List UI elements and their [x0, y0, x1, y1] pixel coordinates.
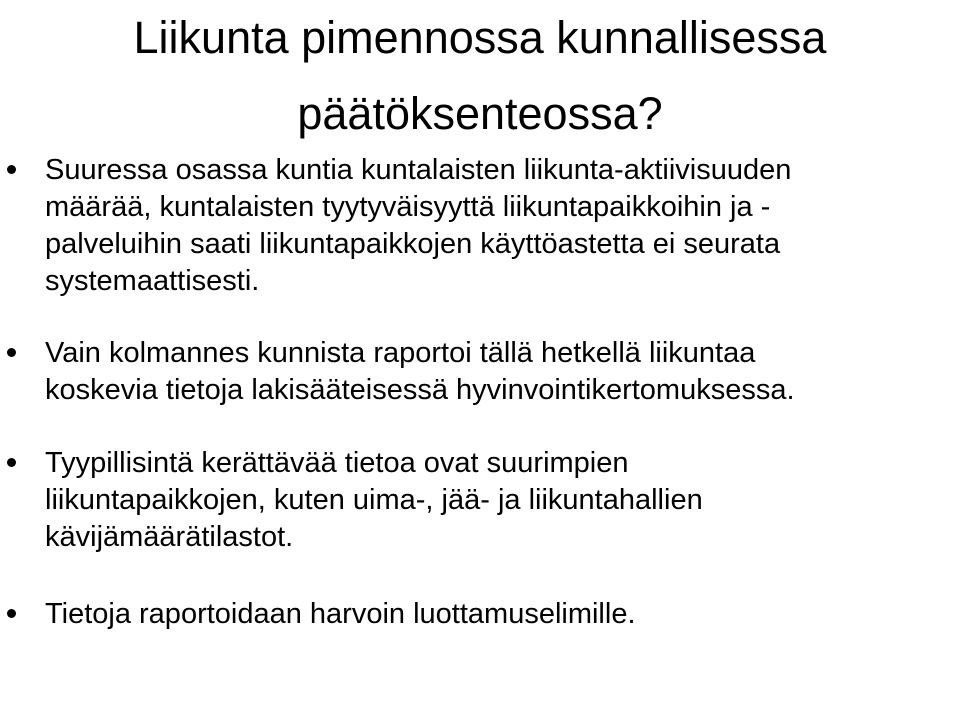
bullet-point-icon: [7, 165, 16, 174]
bullet-text: [45, 596, 960, 633]
bullet-item: [0, 335, 960, 409]
bullet-item: [0, 596, 960, 633]
bullet-point-icon: [7, 458, 16, 467]
bullet-text: [45, 335, 960, 409]
bullet-item: [0, 152, 960, 300]
slide-title-line-2: päätöksenteossa?: [297, 88, 663, 139]
bullet-line: Vain kolmannes kunnista raportoi tällä hetkellä liikuntaa: [45, 337, 756, 369]
bullet-item: [0, 445, 960, 556]
bullet-text: [45, 445, 960, 556]
bullet-line: koskevia tietoja lakisääteisessä hyvinvointikertomuksessa.: [45, 374, 795, 406]
bullet-line: Tyypillisintä kerättävää tietoa ovat suurimpien: [45, 447, 629, 479]
bullet-line: systemaattisesti.: [45, 265, 260, 297]
bullet-line: määrää, kuntalaisten tyytyväisyyttä liikuntapaikkoihin ja -: [45, 191, 771, 223]
bullet-text: [45, 152, 960, 300]
slide-title: [0, 0, 960, 152]
bullet-list: [0, 152, 960, 633]
bullet-point-icon: [7, 609, 16, 618]
bullet-line: liikuntapaikkojen, kuten uima-, jää- ja liikuntahallien: [45, 484, 703, 516]
bullet-line: Tietoja raportoidaan harvoin luottamuselimille.: [45, 598, 636, 630]
bullet-point-icon: [7, 348, 16, 357]
bullet-line: palveluihin saati liikuntapaikkojen käyttöastetta ei seurata: [45, 228, 781, 260]
bullet-line: kävijämäärätilastot.: [45, 521, 294, 553]
slide-title-line-1: Liikunta pimennossa kunnallisessa: [133, 12, 827, 63]
bullet-line: Suuressa osassa kuntia kuntalaisten liikunta-aktiivisuuden: [45, 154, 792, 186]
